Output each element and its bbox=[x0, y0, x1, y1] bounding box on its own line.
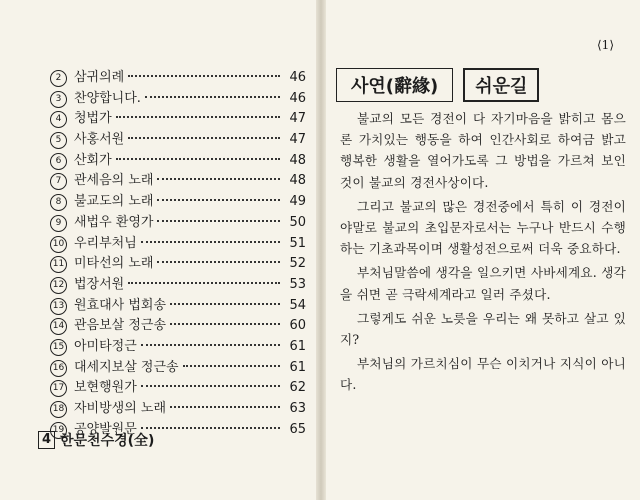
toc-item-page: 54 bbox=[289, 297, 306, 313]
toc-item-number: 19 bbox=[50, 422, 67, 439]
toc-item-number: 3 bbox=[50, 91, 67, 108]
section-number: 4 bbox=[38, 431, 55, 449]
chapter-subtitle: 쉬운길 bbox=[463, 68, 539, 102]
toc-item-page: 53 bbox=[289, 276, 306, 292]
toc-item-title: 청법가 bbox=[74, 111, 112, 127]
toc-item bbox=[50, 66, 306, 87]
dot-leader bbox=[116, 116, 280, 118]
toc-item-page: 48 bbox=[289, 152, 306, 168]
toc-item bbox=[50, 335, 306, 356]
section-heading bbox=[38, 430, 154, 450]
dot-leader bbox=[183, 365, 280, 367]
toc-item bbox=[50, 87, 306, 108]
toc-item-number: 12 bbox=[50, 277, 67, 294]
dot-leader bbox=[170, 303, 280, 305]
paragraph: 부처님말씀에 생각을 일으키면 사바세계요. 생각을 쉬면 곧 극락세계라고 일러 주셨다. bbox=[340, 265, 626, 302]
toc-item-number: 13 bbox=[50, 298, 67, 315]
toc-item-title: 보현행원가 bbox=[74, 380, 137, 396]
toc-item-title: 관음보살 정근송 bbox=[74, 318, 167, 334]
toc-item-page: 51 bbox=[289, 235, 306, 251]
book-gutter bbox=[316, 0, 326, 500]
toc-item-page: 46 bbox=[289, 90, 306, 106]
dot-leader bbox=[141, 427, 280, 429]
toc-item bbox=[50, 376, 306, 397]
toc-item-title: 관세음의 노래 bbox=[74, 173, 154, 189]
dot-leader bbox=[116, 158, 280, 160]
toc-item-number: 9 bbox=[50, 215, 67, 232]
toc-item bbox=[50, 128, 306, 149]
toc-item-page: 52 bbox=[289, 256, 306, 272]
toc-item bbox=[50, 190, 306, 211]
toc-item bbox=[50, 397, 306, 418]
toc-item-number: 4 bbox=[50, 111, 67, 128]
toc-item-title: 찬양합니다. bbox=[74, 90, 141, 106]
toc-item-number: 17 bbox=[50, 380, 67, 397]
dot-leader bbox=[170, 406, 280, 408]
paragraph: 불교의 모든 경전이 다 자기마음을 밝히고 몸으론 가치있는 행동을 하여 인간사회로 하여금 밝고 행복한 생활을 열어가도록 그 방법을 가르쳐 보인 것이 불교의 경전사상이다. bbox=[340, 111, 626, 190]
dot-leader bbox=[141, 385, 280, 387]
toc-item-number: 16 bbox=[50, 360, 67, 377]
toc-item-page: 46 bbox=[289, 70, 306, 85]
toc-item-page: 61 bbox=[289, 338, 306, 354]
toc-item-page: 50 bbox=[289, 214, 306, 230]
toc-item-number: 15 bbox=[50, 339, 67, 356]
dot-leader bbox=[141, 241, 280, 243]
paragraph: 부처님의 가르치심이 무슨 이치거나 지식이 아니다. bbox=[340, 356, 626, 393]
dot-leader bbox=[157, 199, 280, 201]
toc-item-page: 48 bbox=[289, 173, 306, 189]
paragraph: 그렇게도 쉬운 노릇을 우리는 왜 못하고 살고 있지? bbox=[340, 310, 626, 348]
section-title: 한문천수경(全) bbox=[60, 433, 155, 449]
toc-item-title: 아미타정근 bbox=[74, 338, 137, 354]
toc-item bbox=[50, 149, 306, 170]
body-text bbox=[340, 108, 626, 399]
toc-item-number: 8 bbox=[50, 194, 67, 211]
toc-item bbox=[50, 232, 306, 253]
toc-item bbox=[50, 252, 306, 273]
toc-item bbox=[50, 314, 306, 335]
toc-item bbox=[50, 273, 306, 294]
dot-leader bbox=[145, 96, 280, 98]
toc-item-page: 49 bbox=[289, 194, 306, 210]
dot-leader bbox=[157, 261, 280, 263]
toc-item-page: 47 bbox=[289, 132, 306, 148]
toc-item bbox=[50, 294, 306, 315]
dot-leader bbox=[157, 178, 280, 180]
toc-item-title: 우리부처님 bbox=[74, 235, 137, 251]
toc-item-page: 65 bbox=[289, 421, 306, 437]
toc-item bbox=[50, 356, 306, 377]
toc-item-title: 삼귀의례 bbox=[74, 70, 125, 85]
dot-leader bbox=[128, 75, 280, 77]
left-page bbox=[0, 0, 318, 500]
toc-item-page: 61 bbox=[289, 359, 306, 375]
chapter-title: 사연(辭緣) bbox=[336, 68, 453, 102]
toc-item bbox=[50, 107, 306, 128]
toc-item-title: 미타선의 노래 bbox=[74, 256, 154, 272]
table-of-contents bbox=[50, 66, 306, 438]
chapter-title-row bbox=[336, 68, 539, 102]
toc-item-number: 2 bbox=[50, 70, 67, 87]
toc-item-number: 7 bbox=[50, 173, 67, 190]
toc-item-number: 10 bbox=[50, 236, 67, 253]
toc-item-title: 법장서원 bbox=[74, 276, 125, 292]
page-number: ⟨1⟩ bbox=[597, 38, 614, 52]
toc-item-title: 새법우 환영가 bbox=[74, 214, 154, 230]
toc-item-title: 산회가 bbox=[74, 152, 112, 168]
dot-leader bbox=[170, 323, 280, 325]
toc-item-number: 6 bbox=[50, 153, 67, 170]
toc-item-title: 대세지보살 정근송 bbox=[74, 359, 179, 375]
toc-item-page: 63 bbox=[289, 401, 306, 416]
right-page bbox=[326, 0, 640, 500]
toc-item-number: 18 bbox=[50, 401, 67, 418]
dot-leader bbox=[128, 282, 280, 284]
toc-item-title: 사홍서원 bbox=[74, 132, 125, 148]
toc-item-page: 62 bbox=[289, 380, 306, 396]
toc-item-title: 불교도의 노래 bbox=[74, 194, 154, 210]
dot-leader bbox=[157, 220, 280, 222]
toc-item-title: 자비방생의 노래 bbox=[74, 401, 167, 416]
toc-item-number: 14 bbox=[50, 318, 67, 335]
toc-item-page: 60 bbox=[289, 318, 306, 334]
paragraph: 그리고 불교의 많은 경전중에서 특히 이 경전이야말로 불교의 초입문자로서는 누구나 반드시 수행하는 기초과목이며 생활성전으로써 더욱 중요하다. bbox=[340, 198, 626, 257]
toc-item bbox=[50, 169, 306, 190]
dot-leader bbox=[141, 344, 280, 346]
toc-item-title: 원효대사 법회송 bbox=[74, 297, 167, 313]
toc-item-page: 47 bbox=[289, 111, 306, 127]
toc-item bbox=[50, 211, 306, 232]
toc-item-number: 5 bbox=[50, 132, 67, 149]
toc-item-number: 11 bbox=[50, 256, 67, 273]
toc-item-title: 공양발원문 bbox=[74, 421, 137, 437]
dot-leader bbox=[128, 137, 280, 139]
